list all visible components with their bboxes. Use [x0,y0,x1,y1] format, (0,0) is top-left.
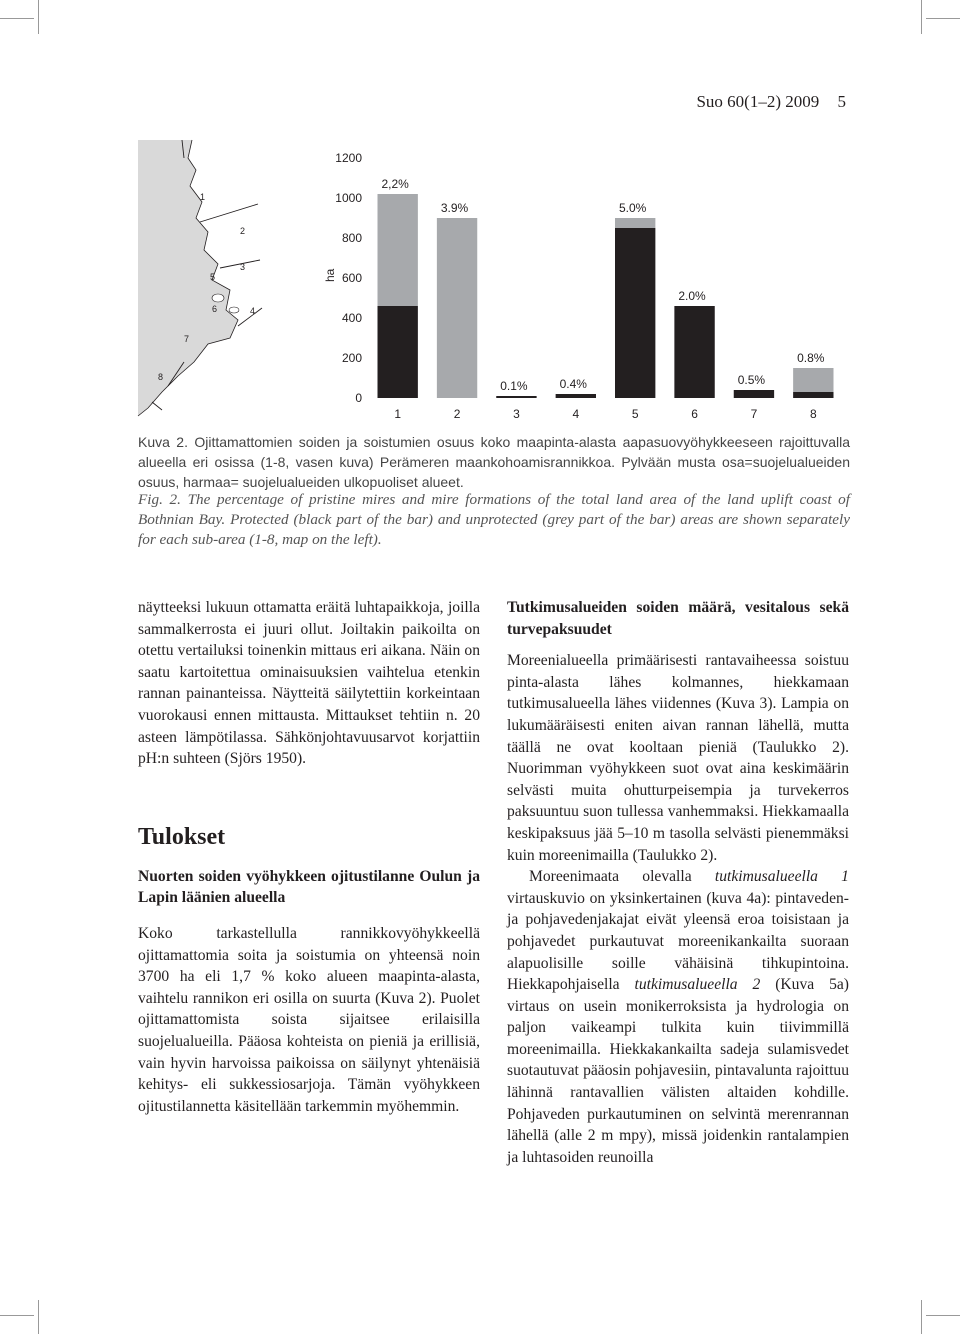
x-tick-label: 1 [394,407,402,421]
bar-protected-5 [615,228,655,398]
map-region-label-2: 2 [240,226,246,236]
x-tick-label: 6 [691,407,698,421]
map-region-label-5: 5 [210,272,216,282]
map-region-label-8: 8 [158,372,164,382]
bar-percentage-label: 5.0% [619,201,647,215]
map-region-label-6: 6 [212,304,218,314]
x-tick-label: 4 [572,407,580,421]
paragraph: näytteeksi lukuun ottamatta eräitä luhtapaikkoja, joilla sammalkerrosta ei juuri ollut. Joiltakin paikoilta on otettu vertailuksi toinenkin mittaus eri aikana. Näin on saatu kartoitettua ominaisuuksien vaihtelua etenkin rannan painanteissa. Näytteitä säilytettiin korkeintaan vuorokausi ennen mittausta. Mittaukset tehtiin n. 20 asteen lämpötilassa. Sähkönjohtavuusarvot korjattiin pH:n suhteen (Sjörs 1950). [138,599,480,768]
x-tick-label: 7 [750,407,758,421]
bar-protected-8 [793,392,833,398]
section-heading: Tulokset [138,823,226,850]
x-tick-label: 8 [809,407,817,421]
map-region-label-7: 7 [184,334,190,344]
y-tick-label: 0 [355,391,362,405]
crop-mark [38,1300,39,1334]
crop-mark [38,0,39,34]
page-number: 5 [837,92,846,111]
right-column [507,597,849,1168]
y-tick-label: 1000 [335,191,362,205]
crop-mark [921,1300,922,1334]
y-tick-label: 400 [341,311,362,325]
y-axis-label: ha [323,268,337,282]
bar-percentage-label: 2,2% [381,177,409,191]
bar-protected-7 [734,390,774,398]
paragraph: Koko tarkastellulla rannikkovyöhykkeellä ojittamattomia soita ja soistumia on yhteensä noin 3700 ha eli 1,7 % koko alueen maapinta-alasta, vaihtelu rannikon eri osilla on suurta (Kuva 2). Puolet ojittamattomista soista sijaitsee erilaisilla suojelualueilla. Pääosa kohteista on pieniä ja erillisiä, vain hyvin harvoissa paikoissa on säilynyt yhtenäisiä kehitys- eli sukkessiosarjoja. Tämän vyöhykkeen ojitustilannetta käsitellään tarkemmin myöhemmin. [138,924,480,1115]
crop-mark [921,0,922,34]
paragraph: Moreenimaata olevalla tutkimusalueella 1 virtauskuvio on yksinkertainen (kuva 4a): pintaveden- ja pohjavedenjakajat eivät yleensä eroa toisistaan ja pohjavedet purkautuvat moreenikankailta suoraan alapuolisille soille vähäisinä tihkupintoina. Hiekkapohjaisella tutkimusalueella 2 (Kuva 5a) virtaus on usein monikerroksista ja hydrologia on paljon vaikeampi tulkita kuin tiivimmillä moreenimailla. Hiekkakankailta sadeja sulamisvedet suotautuvat pääosin pohjavesiin, pintavalunta rajoittuu lähinnä rantavallien välisten altaiden kohdille. Pohjaveden purkautuminen on selvintä merenrannan lähellä (alle 2 m mpy), missä joidenkin rantalampien ja luhtasoiden reunoilla [507,868,849,1166]
caption-finnish: Kuva 2. Ojittamattomien soiden ja soistumien osuus koko maapinta-alasta aapasuovyöhykkeeseen rajoittuvalla alueella eri osissa (1-8, vasen kuva) Perämeren maankohoamisrannikkoa. Pylvään musta osa=suojelualueiden osuus, harmaa= suojelualueiden ulkopuoliset alueet. [138,434,850,490]
running-header [682,92,846,112]
bar-protected-1 [378,306,418,398]
bar-percentage-label: 3.9% [440,201,469,215]
figure-2 [138,140,848,424]
bar-unprotected-1 [378,194,418,306]
bar-percentage-label: 0.5% [737,373,766,387]
map-region-label-1: 1 [200,192,206,202]
left-column [138,597,480,1117]
bar-unprotected-5 [615,218,655,228]
crop-mark [926,18,960,19]
caption-english: Fig. 2. The percentage of pristine mires and mire formations of the total land area of the land uplift coast of Bothnian Bay. Protected (black part of the bar) and unprotected (grey part of the bar) areas are shown separately for each sub-area (1-8, map on the left). [138,491,850,548]
crop-mark [0,1315,34,1316]
journal-title: Suo 60(1–2) 2009 [696,92,820,111]
bar-percentage-label: 0.4% [559,377,587,391]
crop-mark [926,1315,960,1316]
crop-mark [0,18,34,19]
bar-percentage-label: 0.8% [797,351,825,365]
bar-protected-6 [674,306,714,398]
bar-protected-3 [496,396,536,398]
y-tick-label: 1200 [335,151,362,165]
x-tick-label: 2 [453,407,461,421]
bar-unprotected-8 [793,368,833,392]
subsection-heading: Tutkimusalueiden soiden määrä, vesitalous sekä turvepaksuudet [507,599,849,638]
island [212,294,224,302]
map-region-label-3: 3 [240,262,246,272]
bar-percentage-label: 2.0% [678,289,706,303]
x-tick-label: 5 [631,407,639,421]
bar-chart [323,140,848,424]
y-tick-label: 200 [341,351,362,365]
bar-protected-4 [556,394,596,398]
map-region-label-4: 4 [250,306,256,316]
y-tick-label: 600 [341,271,362,285]
bar-percentage-label: 0.1% [500,379,528,393]
paragraph: Moreenialueella primäärisesti rantavaiheessa soistuu pinta-alasta lähes kolmannes, hiekkamaan tutkimusalueella lähes viidennes (Kuva 3). Lampia on lukumääräisesti eniten aivan rannan lähellä, mutta täällä ne ovat kooltaan pieniä (Taulukko 2). Nuorimman vyöhykkeen suot ovat aina keskimäärin selvästi muita ohutturpeisempia ja turvekerros paksuuntuu suon tullessa vanhemmaksi. Hiekkamaalla keskipaksuus jää 5–10 m tasolla selvästi pienemmäksi kuin moreenimailla (Taulukko 2). [507,652,849,864]
bar-unprotected-2 [437,218,477,398]
y-tick-label: 800 [341,231,362,245]
x-tick-label: 3 [513,407,520,421]
subsection-heading: Nuorten soiden vyöhykkeen ojitustilanne Oulun ja Lapin läänien alueella [138,867,480,907]
island [229,307,239,313]
